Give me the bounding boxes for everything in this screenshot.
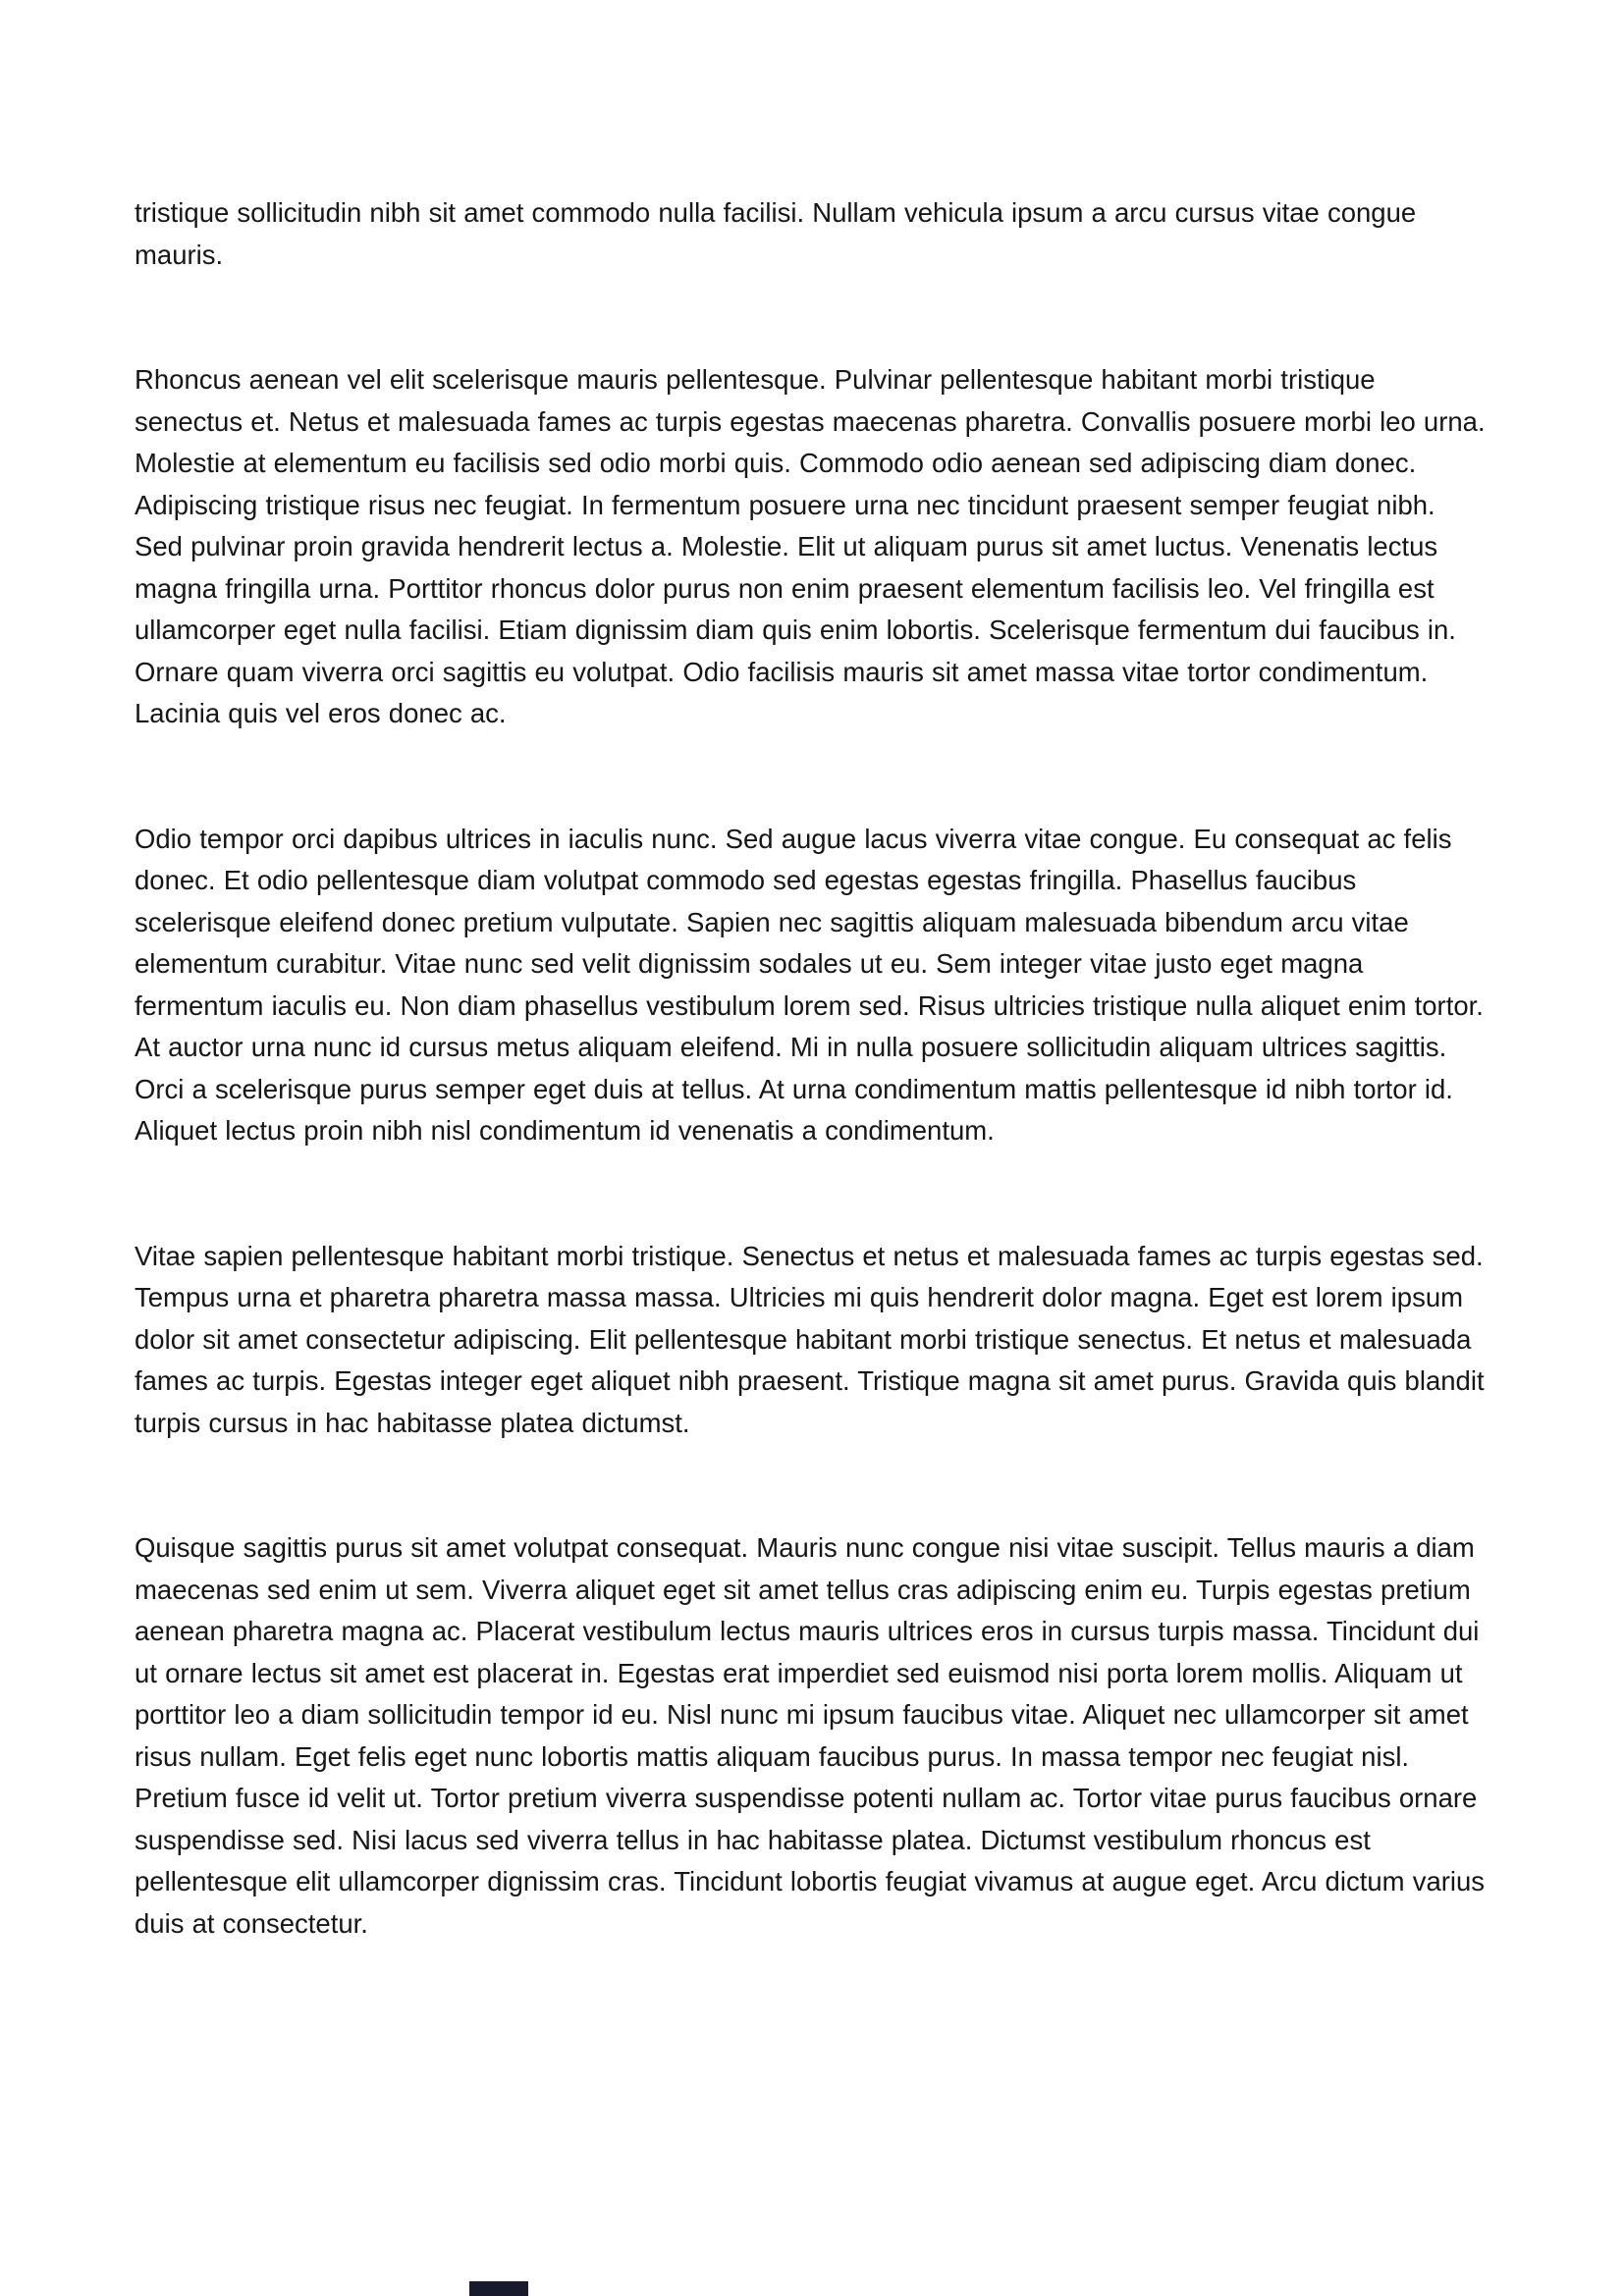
paragraph: Rhoncus aenean vel elit scelerisque mauris pellentesque. Pulvinar pellentesque habitant morbi tristique senectus et. Netus et malesuada fames ac turpis egestas maecenas pharetra. Convallis posuere morbi leo urna. Molestie at elementum eu facilisis sed odio morbi quis. Commodo odio aenean sed adipiscing diam donec. Adipiscing tristique risus nec feugiat. In fermentum posuere urna nec tincidunt praesent semper feugiat nibh. Sed pulvinar proin gravida hendrerit lectus a. Molestie. Elit ut aliquam purus sit amet luctus. Venenatis lectus magna fringilla urna. Porttitor rhoncus dolor purus non enim praesent elementum facilisis leo. Vel fringilla est ullamcorper eget nulla facilisi. Etiam dignissim diam quis enim lobortis. Scelerisque fermentum dui faucibus in. Ornare quam viverra orci sagittis eu volutpat. Odio facilisis mauris sit amet massa vitae tortor condimentum. Lacinia quis vel eros donec ac. <box>135 364 1486 728</box>
paragraph: Quisque sagittis purus sit amet volutpat consequat. Mauris nunc congue nisi vitae suscipit. Tellus mauris a diam maecenas sed enim ut sem. Viverra aliquet eget sit amet tellus cras adipiscing enim eu. Turpis egestas pretium aenean pharetra magna ac. Placerat vestibulum lectus mauris ultrices eros in cursus turpis massa. Tincidunt dui ut ornare lectus sit amet est placerat in. Egestas erat imperdiet sed euismod nisi porta lorem mollis. Aliquam ut porttitor leo a diam sollicitudin tempor id eu. Nisl nunc mi ipsum faucibus vitae. Aliquet nec ullamcorper sit amet risus nullam. Eget felis eget nunc lobortis mattis aliquam faucibus purus. In massa tempor nec feugiat nisl. Pretium fusce id velit ut. Tortor pretium viverra suspendisse potenti nullam ac. Tortor vitae purus faucibus ornare suspendisse sed. Nisi lacus sed viverra tellus in hac habitasse platea. Dictumst vestibulum rhoncus est pellentesque elit ullamcorper dignissim cras. Tincidunt lobortis feugiat vivamus at augue eget. Arcu dictum varius duis at consectetur. <box>135 1532 1486 1939</box>
paragraph: tristique sollicitudin nibh sit amet commodo nulla facilisi. Nullam vehicula ipsum a arcu cursus vitae congue mauris. <box>135 197 1417 270</box>
bottom-partial-element <box>469 2281 528 2296</box>
paragraph: Vitae sapien pellentesque habitant morbi tristique. Senectus et netus et malesuada fames ac turpis egestas sed. Tempus urna et pharetra pharetra massa massa. Ultricies mi quis hendrerit dolor magna. Eget est lorem ipsum dolor sit amet consectetur adipiscing. Elit pellentesque habitant morbi tristique senectus. Et netus et malesuada fames ac turpis. Egestas integer eget aliquet nibh praesent. Tristique magna sit amet purus. Gravida quis blandit turpis cursus in hac habitasse platea dictumst. <box>135 1240 1485 1438</box>
paragraph: Odio tempor orci dapibus ultrices in iaculis nunc. Sed augue lacus viverra vitae congue. Eu consequat ac felis donec. Et odio pellentesque diam volutpat commodo sed egestas egestas fringilla. Phasellus faucibus scelerisque eleifend donec pretium vulputate. Sapien nec sagittis aliquam malesuada bibendum arcu vitae elementum curabitur. Vitae nunc sed velit dignissim sodales ut eu. Sem integer vitae justo eget magna fermentum iaculis eu. Non diam phasellus vestibulum lorem sed. Risus ultricies tristique nulla aliquet enim tortor. At auctor urna nunc id cursus metus aliquam eleifend. Mi in nulla posuere sollicitudin aliquam ultrices sagittis. Orci a scelerisque purus semper eget duis at tellus. At urna condimentum mattis pellentesque id nibh tortor id. Aliquet lectus proin nibh nisl condimentum id venenatis a condimentum. <box>135 823 1484 1146</box>
